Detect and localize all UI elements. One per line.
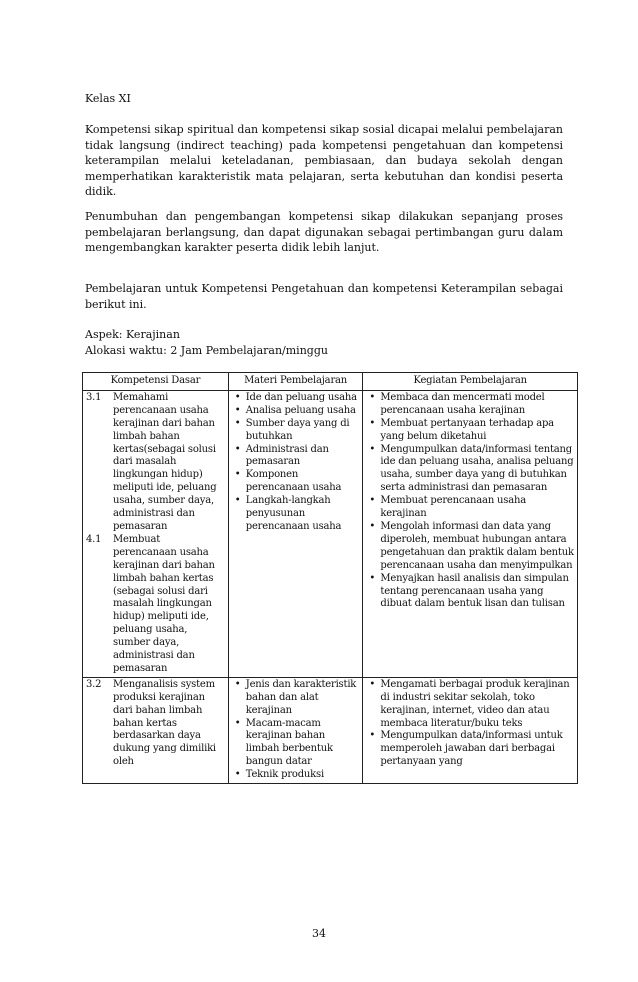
- kd-cell: [83, 677, 229, 783]
- header-kompetensi-dasar: Kompetensi Dasar: [83, 373, 229, 391]
- kd-text: Membuat perencanaan usaha kerajinan dari bahan limbah bahan kertas (sebagai solusi dari masalah lingkungan hidup) meliputi ide, peluang usaha, sumber daya, administrasi dan pemasaran: [113, 533, 215, 674]
- table-row: [83, 677, 578, 783]
- list-item: • Teknik produksi: [232, 769, 360, 782]
- list-item: • Menyajkan hasil analisis dan simpulan tentang perencanaan usaha yang dibuat dalam bentuk lisan dan tulisan: [366, 573, 574, 612]
- list-item: • Mengumpulkan data/informasi tentang ide dan peluang usaha, analisa peluang usaha, sumber daya yang di butuhkan serta administrasi dan pemasaran: [366, 444, 574, 496]
- kd-number: 3.2: [86, 678, 102, 690]
- list-item: • Langkah-langkah penyusunan perencanaan usaha: [232, 495, 360, 534]
- kd-cell: [83, 390, 229, 677]
- table-row: [83, 390, 578, 677]
- alokasi-label: Alokasi waktu: 2 Jam Pembelajaran/minggu: [85, 344, 328, 357]
- list-item: • Mengolah informasi dan data yang diperoleh, membuat hubungan antara pengetahuan dan praktik dalam bentuk perencanaan usaha dan menyimpulkan: [366, 521, 574, 573]
- materi-cell: [228, 390, 363, 677]
- list-item: • Mengumpulkan data/informasi untuk memperoleh jawaban dari berbagai pertanyaan yang: [366, 730, 574, 769]
- list-item: • Membuat pertanyaan terhadap apa yang belum diketahui: [366, 418, 574, 444]
- aspek-label: Aspek: Kerajinan: [85, 328, 180, 341]
- kegiatan-cell: [363, 390, 578, 677]
- list-item: • Macam-macam kerajinan bahan limbah berbentuk bangun datar: [232, 718, 360, 770]
- list-item: • Sumber daya yang di butuhkan: [232, 418, 360, 444]
- kd-text: Menganalisis system produksi kerajinan dari bahan limbah bahan kertas berdasarkan daya dukung yang dimiliki oleh: [113, 678, 216, 768]
- list-item: • Komponen perencanaan usaha: [232, 469, 360, 495]
- list-item: • Mengamati berbagai produk kerajinan di industri sekitar sekolah, toko kerajinan, internet, video dan atau membaca literatur/buku teks: [366, 679, 574, 731]
- competency-table: [82, 372, 578, 784]
- kd-item: [86, 534, 225, 676]
- paragraph-sikap: Penumbuhan dan pengembangan kompetensi sikap dilakukan sepanjang proses pembelajaran berlangsung, dan dapat digunakan sebagai pertimbangan guru dalam mengembangkan karakter peserta didik lebih lanjut.: [85, 210, 563, 255]
- list-item: • Membaca dan mencermati model perencanaan usaha kerajinan: [366, 392, 574, 418]
- page-number: 34: [312, 927, 326, 940]
- kd-item: [86, 392, 225, 534]
- kegiatan-cell: [363, 677, 578, 783]
- kd-number: 3.1: [86, 391, 102, 403]
- kd-item: [86, 679, 225, 769]
- table-header-row: [83, 373, 578, 391]
- list-item: • Analisa peluang usaha: [232, 405, 360, 418]
- paragraph-spiritual: Kompetensi sikap spiritual dan kompetensi sikap sosial dicapai melalui pembelajaran tidak langsung (indirect teaching) pada kompetensi pengetahuan dan kompetensi keterampilan melalui keteladanan, pembiasaan, dan budaya sekolah dengan memperhatikan karakteristik mata pelajaran, serta kebutuhan dan kondisi peserta didik.: [85, 123, 563, 199]
- kd-number: 4.1: [86, 533, 102, 545]
- header-kegiatan: Kegiatan Pembelajaran: [363, 373, 578, 391]
- class-heading: Kelas XI: [85, 92, 131, 105]
- kd-text: Memahami perencanaan usaha kerajinan dari bahan limbah bahan kertas(sebagai solusi dari masalah lingkungan hidup) meliputi ide, peluang usaha, sumber daya, administrasi dan pemasaran: [113, 391, 217, 532]
- list-item: • Jenis dan karakteristik bahan dan alat kerajinan: [232, 679, 360, 718]
- list-item: • Ide dan peluang usaha: [232, 392, 360, 405]
- paragraph-pembelajaran: Pembelajaran untuk Kompetensi Pengetahuan dan kompetensi Keterampilan sebagai berikut ini.: [85, 282, 563, 311]
- materi-cell: [228, 677, 363, 783]
- list-item: • Administrasi dan pemasaran: [232, 444, 360, 470]
- header-materi: Materi Pembelajaran: [228, 373, 363, 391]
- list-item: • Membuat perencanaan usaha kerajinan: [366, 495, 574, 521]
